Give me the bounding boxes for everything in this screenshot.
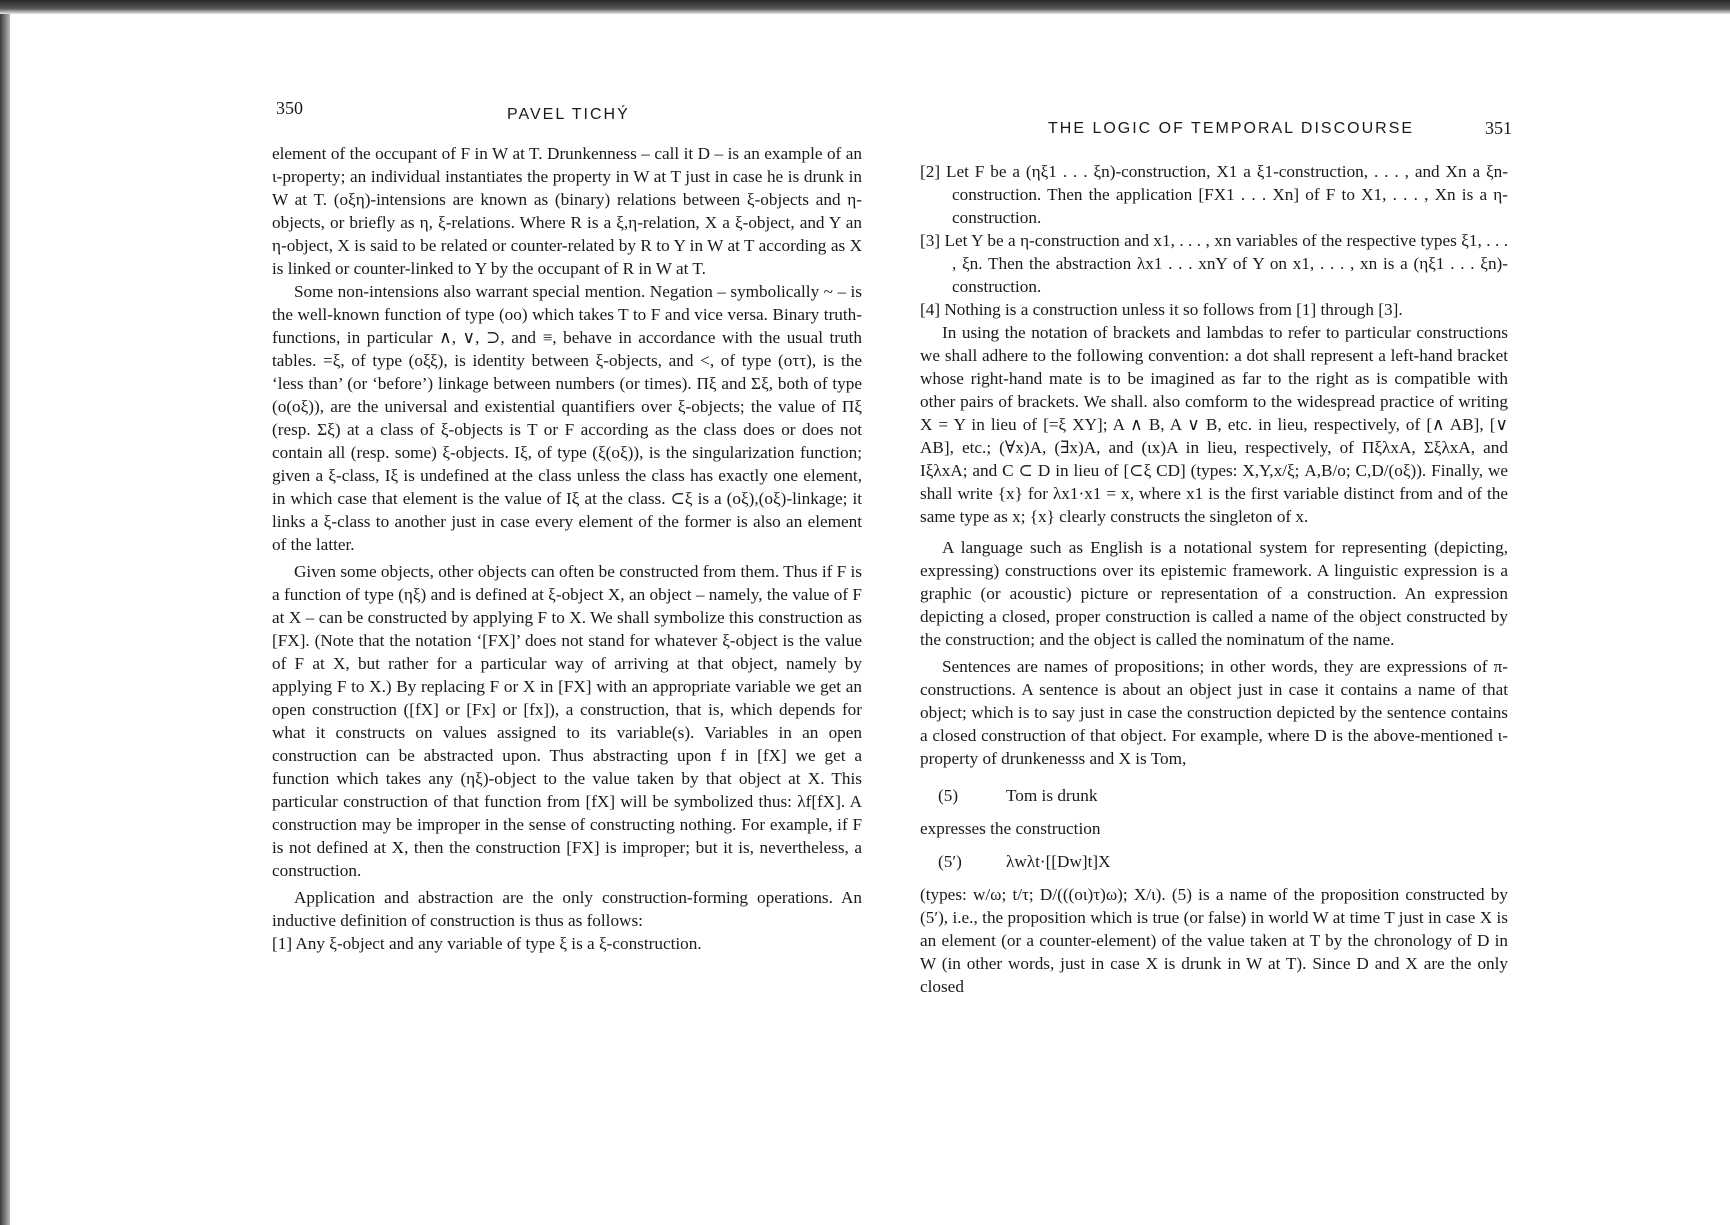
paragraph: element of the occupant of F in W at T. Drunkenness – call it D – is an example of an ι-property; an individual instantiates the property in W at T just in case he is drunk in W at T. (οξη)-intensions are known as (binary) relations between ξ-objects and η-objects, or briefly as η, ξ-relations. Where R is a ξ,η-relation, X a ξ-object, and Y an η-object, X is said to be related or counter-related by R to Y in W at T according as X is linked or counter-linked to Y by the occupant of R in W at T. xyxy=(272,144,862,278)
right-body xyxy=(920,160,1508,998)
definition-clause: [3] Let Y be a η-construction and x1, . . . , xn variables of the respective types ξ1, . . . , ξn. Then the abstraction λx1 . . . xnY of Y on x1, . . . , xn is a (ηξ1 . . . ξn)-construction. xyxy=(920,231,1508,296)
example-label: (5) xyxy=(938,786,959,805)
example-5-prime xyxy=(938,850,1508,873)
expresses-line: expresses the construction xyxy=(920,819,1101,838)
paragraph: Given some objects, other objects can often be constructed from them. Thus if F is a function of type (ηξ) and is defined at ξ-object X, an object – namely, the value of F at X – can be constructed by applying F to X. We shall symbolize this construction as [FX]. (Note that the notation ‘[FX]’ does not stand for whatever ξ-object is the value of F at X, but rather for a particular way of arriving at that object, namely by applying F to X.) By replacing F or X in [FX] with an appropriate variable we get an open construction ([fX] or [Fx] or [fx]), a construction, that is, which depends for what it constructs on values assigned to its variable(s). Variables in an open construction can be abstracted upon. Thus abstracting upon f in [fX] we get a function which takes any (ηξ)-object to the value taken by that object at X. This particular construction of that function from [fX] will be symbolized thus: λf[fX]. A construction may be improper in the sense of constructing nothing. For example, if F is not defined at X, then the construction [FX] is improper; but it is, nevertheless, a construction. xyxy=(272,562,862,880)
example-label: (5′) xyxy=(938,852,962,871)
example-5 xyxy=(938,784,1508,807)
paragraph: Application and abstraction are the only construction-forming operations. An inductive definition of construction is thus as follows: xyxy=(272,888,862,930)
example-text: λwλt·[[Dw]t]X xyxy=(1006,852,1111,871)
definition-clause: [2] Let F be a (ηξ1 . . . ξn)-construction, X1 a ξ1-construction, . . . , and Xn a ξn-construction. Then the application [FX1 . . . Xn] of F to X1, . . . , Xn is a η-construction. xyxy=(920,162,1508,227)
paragraph: Sentences are names of propositions; in other words, they are expressions of π-constructions. A sentence is about an object just in case it contains a name of that object; which is to say just in case the construction depicted by the sentence contains a closed construction of that object. For example, where D is the above-mentioned ι-property of drunkenesss and X is Tom, xyxy=(920,657,1508,768)
definition-clause: [1] Any ξ-object and any variable of type ξ is a ξ-construction. xyxy=(272,934,702,953)
paragraph: Some non-intensions also warrant special mention. Negation – symbolically ~ – is the well-known function of type (οο) which takes T to F and vice versa. Binary truth-functions, in particular ∧, ∨, ⊃, and ≡, behave in accordance with the usual truth tables. =ξ, of type (οξξ), is identity between ξ-objects, and <, of type (οττ), is the ‘less than’ (or ‘before’) linkage between numbers (or times). Πξ and Σξ, both of type (ο(οξ)), are the universal and existential quantifiers over ξ-objects; the value of Πξ (resp. Σξ) at a class of ξ-objects is T or F according as the class does or does not contain all (resp. some) ξ-objects. Iξ, of type (ξ(οξ)), is the singularization function; given a ξ-class, Iξ is undefined at the class unless the class has exactly one element, in which case that element is the value of Iξ at the class. ⊂ξ is a (οξ),(οξ)-linkage; it links a ξ-class to another just in case every element of the former is also an element of the latter. xyxy=(272,282,862,554)
scan-edge-left xyxy=(0,14,10,1225)
paragraph: (types: w/ω; t/τ; D/(((οι)τ)ω); X/ι). (5) is a name of the proposition constructed by (5′), i.e., the proposition which is true (or false) in world W at time T just in case X is an element (or a counter-element) of the value taken at T by the chronology of D in W (in other words, just in case X is drunk in W at T). Since D and X are the only closed xyxy=(920,885,1508,996)
example-text: Tom is drunk xyxy=(1006,786,1098,805)
running-head-right: THE LOGIC OF TEMPORAL DISCOURSE xyxy=(1048,120,1415,137)
definition-clause: [4] Nothing is a construction unless it so follows from [1] through [3]. xyxy=(920,300,1403,319)
running-head-left: PAVEL TICHÝ xyxy=(507,106,630,123)
paragraph: In using the notation of brackets and lambdas to refer to particular constructions we shall adhere to the following convention: a dot shall represent a left-hand bracket whose right-hand mate is to be imagined as far to the right as is compatible with other pairs of brackets. We shall. also comform to the widespread practice of writing X = Y in lieu of [=ξ XY]; A ∧ B, A ∨ B, etc. in lieu, respectively, of [∧ AB], [∨ AB], etc.; (∀x)A, (∃x)A, and (ιx)A in lieu, respectively, of ΠξλxA, ΣξλxA, and IξλxA; and C ⊂ D in lieu of [⊂ξ CD] (types: X,Y,x/ξ; A,B/ο; C,D/(οξ)). Finally, we shall write {x} for λx1·x1 = x, where x1 is the first variable distinct from and of the same type as x; {x} clearly constructs the singleton of x. xyxy=(920,323,1508,526)
page-number-left: 350 xyxy=(276,98,303,118)
scan-edge-top xyxy=(0,0,1730,14)
page-number-right: 351 xyxy=(1485,118,1512,138)
left-body xyxy=(272,142,862,955)
paragraph: A language such as English is a notational system for representing (depicting, expressing) constructions over its epistemic framework. A linguistic expression is a graphic (or acoustic) picture or representation of a construction. An expression depicting a closed, proper construction is called a name of the object constructed by the construction; and the object is called the nominatum of the name. xyxy=(920,538,1508,649)
